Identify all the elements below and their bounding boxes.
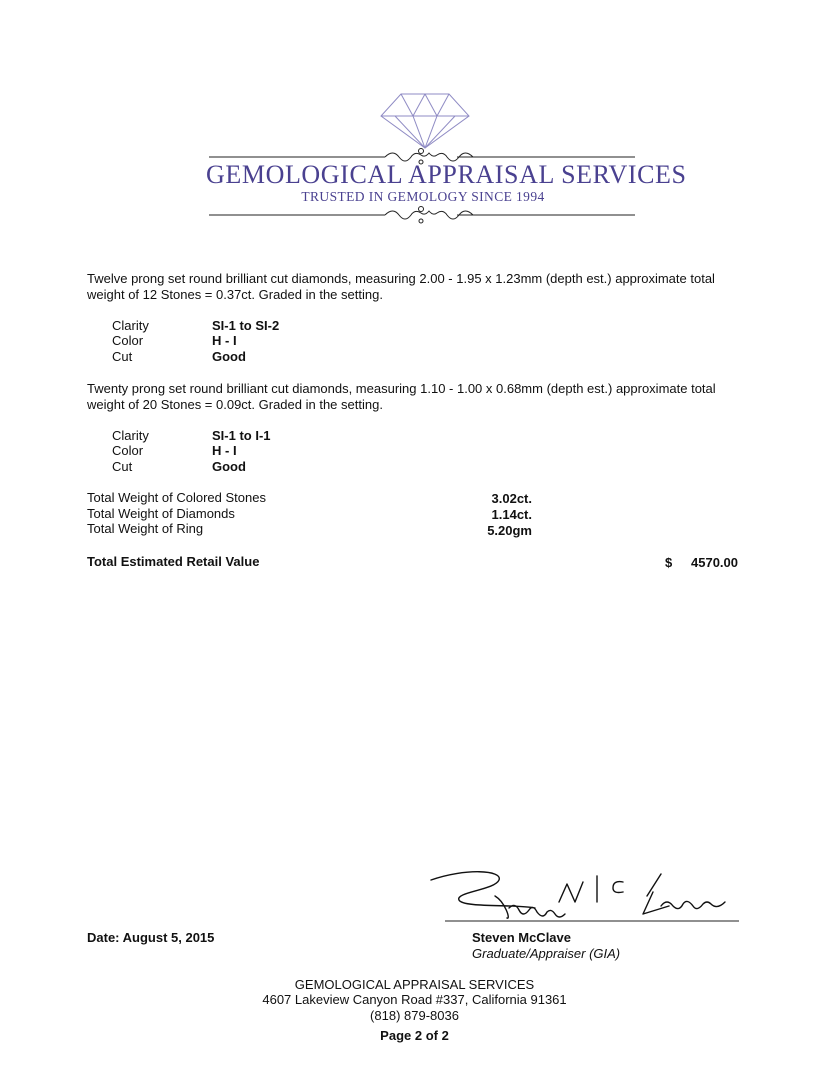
diamonds-group-2-description: Twenty prong set round brilliant cut diamonds, measuring 1.10 - 1.00 x 0.68mm (depth est.) approximate total weight of 20 Stones = 0.09ct. Graded in the setting. (87, 381, 716, 412)
grade-label-clarity: Clarity (112, 428, 149, 443)
grade-value-clarity: SI-1 to I-1 (212, 428, 271, 443)
retail-value-label: Total Estimated Retail Value (87, 554, 260, 569)
total-diamonds-value: 1.14ct. (491, 507, 532, 522)
grade-label-color: Color (112, 443, 144, 458)
grade-value-clarity: SI-1 to SI-2 (212, 318, 280, 333)
grade-label-cut: Cut (112, 459, 133, 474)
signer-title: Graduate/Appraiser (GIA) (472, 946, 621, 961)
diamond-icon (381, 94, 469, 148)
footer-phone: (818) 879-8036 (370, 1008, 459, 1023)
grade-label-color: Color (112, 333, 144, 348)
footer-address: 4607 Lakeview Canyon Road #337, California 91361 (262, 992, 567, 1007)
diamonds-group-1-description: Twelve prong set round brilliant cut diamonds, measuring 2.00 - 1.95 x 1.23mm (depth est.) approximate total weight of 12 Stones = 0.37ct. Graded in the setting. (87, 271, 715, 302)
footer-company: GEMOLOGICAL APPRAISAL SERVICES (294, 977, 535, 992)
company-name: GEMOLOGICAL APPRAISAL SERVICES (206, 160, 687, 189)
grade-value-color: H - I (212, 443, 237, 458)
signer-name: Steven McClave (472, 930, 571, 945)
retail-value-currency: $ (665, 555, 673, 570)
total-ring-weight-value: 5.20gm (487, 523, 532, 538)
grade-value-cut: Good (212, 349, 246, 364)
signature-image (425, 862, 745, 932)
total-colored-stones-value: 3.02ct. (491, 491, 532, 506)
appraisal-date: Date: August 5, 2015 (87, 930, 215, 945)
page-number: Page 2 of 2 (380, 1028, 449, 1043)
grade-label-cut: Cut (112, 349, 133, 364)
grade-value-color: H - I (212, 333, 237, 348)
total-diamonds-label: Total Weight of Diamonds (87, 506, 235, 521)
total-ring-weight-label: Total Weight of Ring (87, 521, 204, 536)
grade-value-cut: Good (212, 459, 246, 474)
ornament-bottom-icon (209, 207, 635, 224)
total-colored-stones-label: Total Weight of Colored Stones (87, 490, 266, 505)
grade-label-clarity: Clarity (112, 318, 149, 333)
retail-value-amount: 4570.00 (691, 555, 738, 570)
company-logo (205, 88, 687, 228)
company-tagline: TRUSTED IN GEMOLOGY SINCE 1994 (301, 189, 545, 204)
